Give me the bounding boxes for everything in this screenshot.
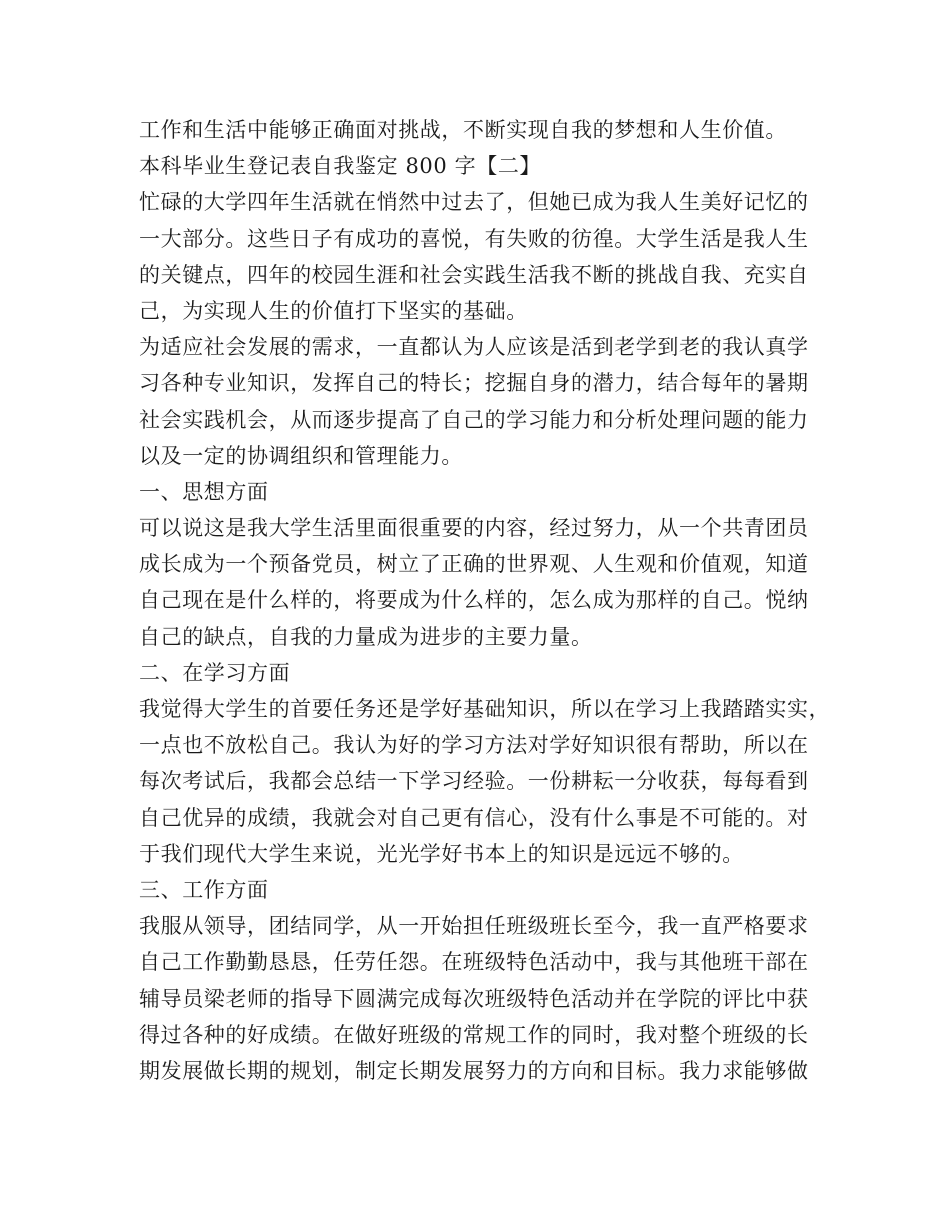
text-line: 每次考试后，我都会总结一下学习经验。一份耕耘一分收获，每每看到 bbox=[139, 769, 809, 794]
section-heading: 二、在学习方面 bbox=[139, 660, 291, 685]
text-line: 一大部分。这些日子有成功的喜悦，有失败的彷徨。大学生活是我人生 bbox=[139, 226, 809, 251]
text-line: 我服从领导，团结同学，从一开始担任班级班长至今，我一直严格要求 bbox=[139, 914, 809, 939]
text-line: 自己优异的成绩，我就会对自己更有信心，没有什么事是不可能的。对 bbox=[139, 805, 809, 830]
section-heading: 三、工作方面 bbox=[139, 877, 269, 902]
section-heading: 本科毕业生登记表自我鉴定 800 字【二】 bbox=[139, 154, 542, 179]
text-line: 得过各种的好成绩。在做好班级的常规工作的同时，我对整个班级的长 bbox=[139, 1022, 809, 1047]
text-line: 自己现在是什么样的，将要成为什么样的，怎么成为那样的自己。悦纳 bbox=[139, 588, 809, 613]
text-line: 自己工作勤勤恳恳，任劳任怨。在班级特色活动中，我与其他班干部在 bbox=[139, 950, 809, 975]
text-line: 我觉得大学生的首要任务还是学好基础知识，所以在学习上我踏踏实实， bbox=[139, 697, 831, 721]
text-line: 社会实践机会，从而逐步提高了自己的学习能力和分析处理问题的能力 bbox=[139, 407, 809, 432]
text-line: 以及一定的协调组织和管理能力。 bbox=[139, 443, 463, 468]
text-line: 期发展做长期的规划，制定长期发展努力的方向和目标。我力求能够做 bbox=[139, 1058, 809, 1083]
text-line: 为适应社会发展的需求，一直都认为人应该是活到老学到老的我认真学 bbox=[139, 335, 809, 360]
text-line: 自己的缺点，自我的力量成为进步的主要力量。 bbox=[139, 624, 593, 649]
text-line: 忙碌的大学四年生活就在悄然中过去了，但她已成为我人生美好记忆的 bbox=[139, 190, 809, 215]
text-line: 一点也不放松自己。我认为好的学习方法对学好知识很有帮助，所以在 bbox=[139, 733, 809, 758]
section-heading: 一、思想方面 bbox=[139, 479, 269, 504]
text-line: 可以说这是我大学生活里面很重要的内容，经过努力，从一个共青团员 bbox=[139, 516, 809, 541]
text-line: 工作和生活中能够正确面对挑战，不断实现自我的梦想和人生价值。 bbox=[139, 118, 787, 142]
text-line: 习各种专业知识，发挥自己的特长；挖掘自身的潜力，结合每年的暑期 bbox=[139, 371, 809, 396]
text-line: 己，为实现人生的价值打下坚实的基础。 bbox=[139, 298, 528, 323]
text-line: 辅导员梁老师的指导下圆满完成每次班级特色活动并在学院的评比中获 bbox=[139, 986, 809, 1011]
document-body bbox=[139, 112, 829, 1089]
text-line: 于我们现代大学生来说，光光学好书本上的知识是远远不够的。 bbox=[139, 841, 744, 866]
text-line: 的关键点，四年的校园生涯和社会实践生活我不断的挑战自我、充实自 bbox=[139, 262, 809, 287]
text-line: 成长成为一个预备党员，树立了正确的世界观、人生观和价值观，知道 bbox=[139, 552, 809, 577]
